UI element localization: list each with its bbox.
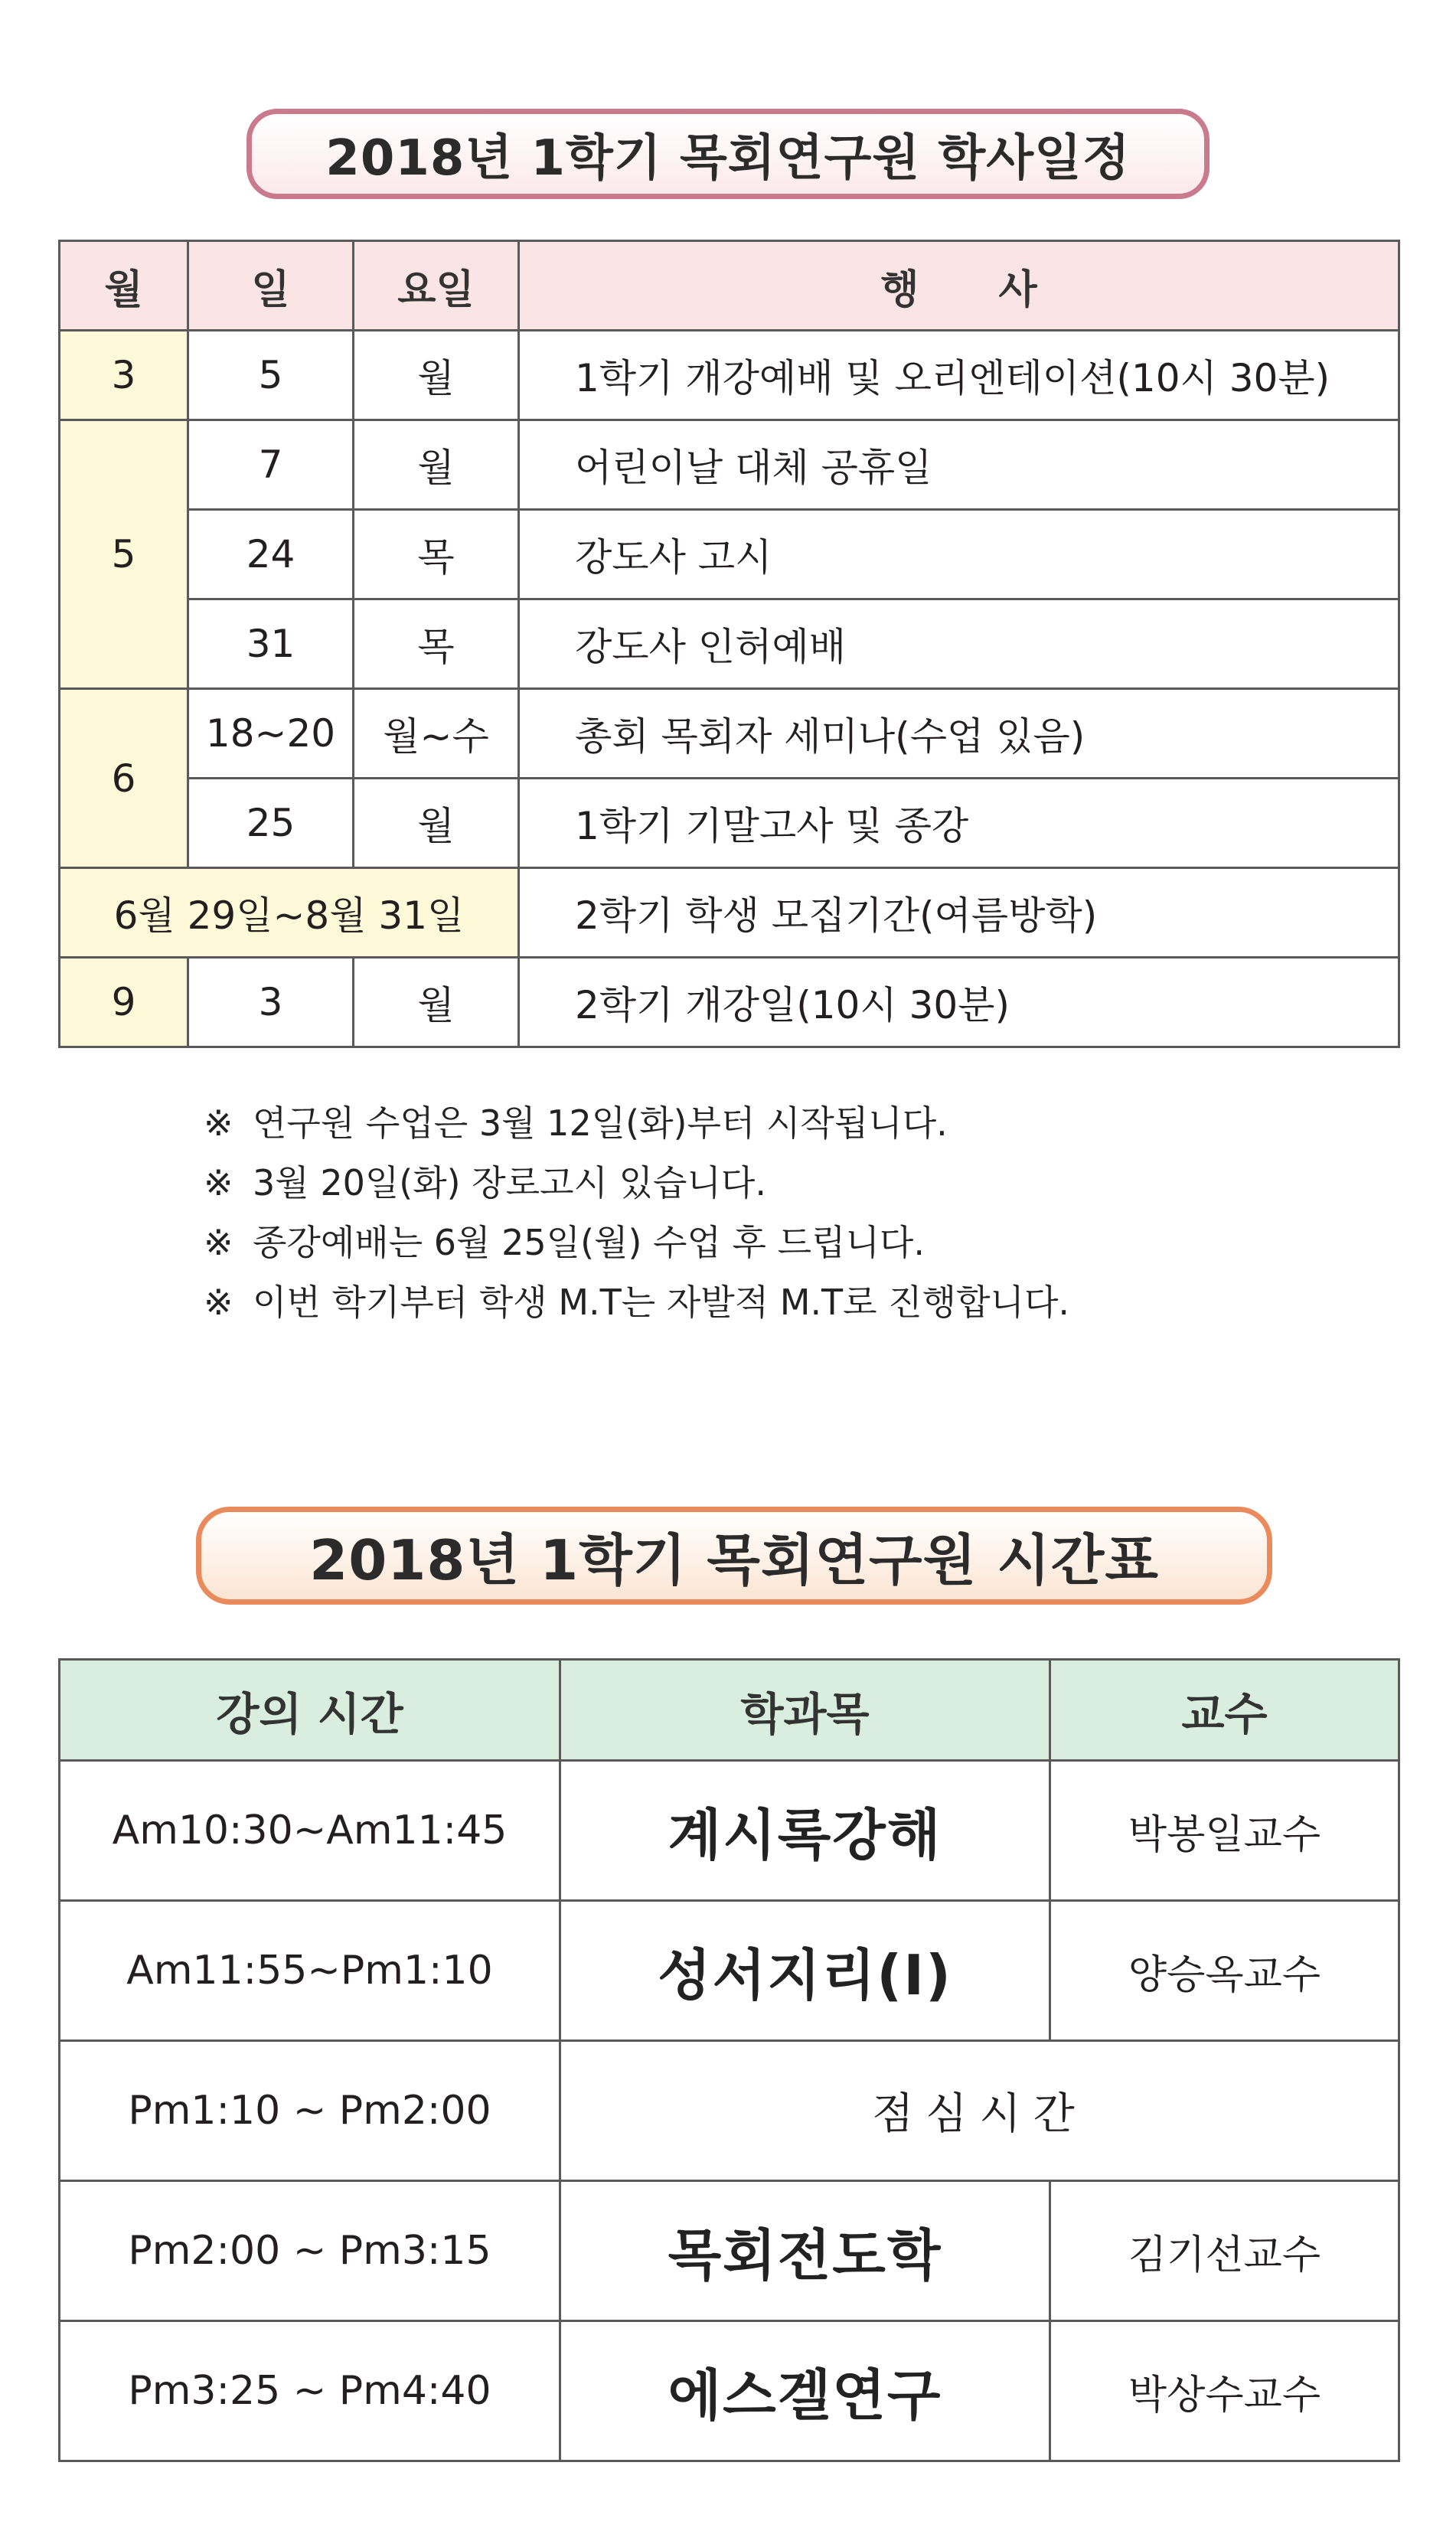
course-cell: 계시록강해 — [560, 1761, 1050, 1901]
reference-mark: ※ — [204, 1102, 233, 1144]
note-text: 3월 20일(화) 장로고시 있습니다. — [253, 1162, 766, 1203]
table-row — [60, 2321, 1399, 2461]
table-row — [60, 779, 1399, 868]
professor-cell: 김기선교수 — [1050, 2181, 1399, 2321]
time-cell: Pm1:10 ~ Pm2:00 — [60, 2041, 560, 2181]
course-cell: 목회전도학 — [560, 2181, 1050, 2321]
event-cell: 강도사 인허예배 — [519, 599, 1399, 689]
header-month: 월 — [60, 241, 188, 331]
table-row — [60, 510, 1399, 599]
day-cell: 18~20 — [188, 689, 354, 779]
time-cell: Am10:30~Am11:45 — [60, 1761, 560, 1901]
timetable-table — [58, 1658, 1400, 2462]
table-row — [60, 1761, 1399, 1901]
notes-list — [204, 1093, 1275, 1332]
month-cell: 5 — [60, 420, 188, 689]
professor-cell: 박봉일교수 — [1050, 1761, 1399, 1901]
header-professor: 교수 — [1050, 1660, 1399, 1761]
timetable-header-row — [60, 1660, 1399, 1761]
time-cell: Pm3:25 ~ Pm4:40 — [60, 2321, 560, 2461]
event-cell: 강도사 고시 — [519, 510, 1399, 599]
weekday-cell: 월 — [354, 958, 519, 1047]
day-cell: 3 — [188, 958, 354, 1047]
note-item — [204, 1153, 1275, 1213]
note-item — [204, 1213, 1275, 1272]
table-row — [60, 958, 1399, 1047]
table-row — [60, 420, 1399, 510]
table-row — [60, 868, 1399, 958]
day-cell: 7 — [188, 420, 354, 510]
header-course: 학과목 — [560, 1660, 1050, 1761]
weekday-cell: 월~수 — [354, 689, 519, 779]
table-row — [60, 2041, 1399, 2181]
period-cell: 6월 29일~8월 31일 — [60, 868, 519, 958]
note-item — [204, 1093, 1275, 1153]
event-cell: 2학기 학생 모집기간(여름방학) — [519, 868, 1399, 958]
schedule-title: 2018년 1학기 목회연구원 학사일정 — [246, 109, 1210, 199]
reference-mark: ※ — [204, 1282, 233, 1323]
day-cell: 5 — [188, 331, 354, 420]
day-cell: 24 — [188, 510, 354, 599]
event-cell: 1학기 개강예배 및 오리엔테이션(10시 30분) — [519, 331, 1399, 420]
event-cell: 2학기 개강일(10시 30분) — [519, 958, 1399, 1047]
weekday-cell: 월 — [354, 420, 519, 510]
note-text: 이번 학기부터 학생 M.T는 자발적 M.T로 진행합니다. — [253, 1282, 1070, 1323]
event-cell: 어린이날 대체 공휴일 — [519, 420, 1399, 510]
course-cell: 에스겔연구 — [560, 2321, 1050, 2461]
event-cell: 총회 목회자 세미나(수업 있음) — [519, 689, 1399, 779]
timetable-title: 2018년 1학기 목회연구원 시간표 — [196, 1507, 1272, 1605]
lunch-break-cell: 점심시간 — [560, 2041, 1399, 2181]
month-cell: 9 — [60, 958, 188, 1047]
month-cell: 3 — [60, 331, 188, 420]
table-row — [60, 689, 1399, 779]
reference-mark: ※ — [204, 1162, 233, 1203]
note-item — [204, 1272, 1275, 1332]
weekday-cell: 목 — [354, 599, 519, 689]
day-cell: 31 — [188, 599, 354, 689]
table-row — [60, 1901, 1399, 2041]
professor-cell: 박상수교수 — [1050, 2321, 1399, 2461]
weekday-cell: 월 — [354, 779, 519, 868]
table-row — [60, 2181, 1399, 2321]
table-row — [60, 331, 1399, 420]
professor-cell: 양승옥교수 — [1050, 1901, 1399, 2041]
header-day: 일 — [188, 241, 354, 331]
course-cell: 성서지리(Ⅰ) — [560, 1901, 1050, 2041]
reference-mark: ※ — [204, 1222, 233, 1263]
time-cell: Pm2:00 ~ Pm3:15 — [60, 2181, 560, 2321]
month-cell: 6 — [60, 689, 188, 868]
event-cell: 1학기 기말고사 및 종강 — [519, 779, 1399, 868]
day-cell: 25 — [188, 779, 354, 868]
header-event: 행 사 — [519, 241, 1399, 331]
time-cell: Am11:55~Pm1:10 — [60, 1901, 560, 2041]
weekday-cell: 월 — [354, 331, 519, 420]
note-text: 종강예배는 6월 25일(월) 수업 후 드립니다. — [253, 1222, 925, 1263]
table-row — [60, 599, 1399, 689]
schedule-header-row — [60, 241, 1399, 331]
header-time: 강의 시간 — [60, 1660, 560, 1761]
note-text: 연구원 수업은 3월 12일(화)부터 시작됩니다. — [253, 1102, 948, 1144]
header-weekday: 요일 — [354, 241, 519, 331]
weekday-cell: 목 — [354, 510, 519, 599]
schedule-table — [58, 240, 1400, 1048]
